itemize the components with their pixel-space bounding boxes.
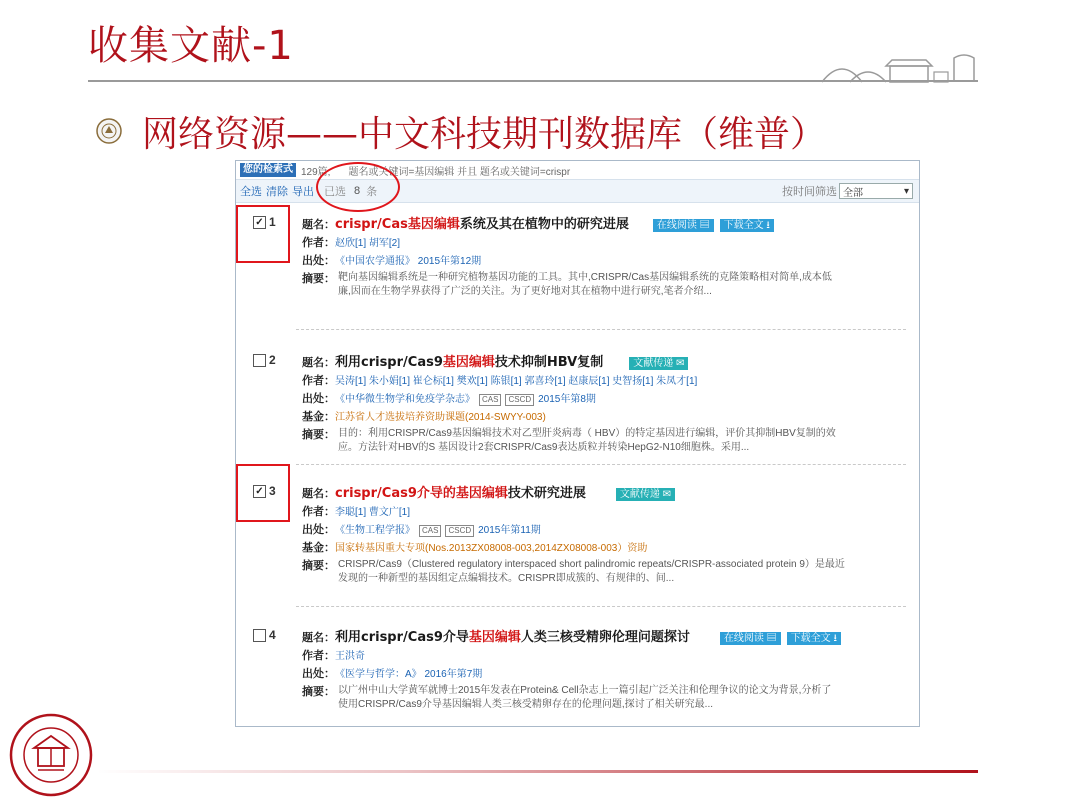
document-delivery-button[interactable]: 文献传递 ✉ (629, 357, 688, 370)
bullet-text: 网络资源——中文科技期刊数据库（维普） (142, 113, 827, 155)
record-authors[interactable]: 赵欣[1] 胡军[2] (335, 238, 401, 249)
record-title-line: 题名： crispr/Cas9介导的基因编辑技术研究进展 文献传递 ✉ (302, 482, 675, 501)
record-fund[interactable]: 江苏省人才选拔培养资助课题(2014-SWYY-003) (335, 412, 546, 423)
record-source-line: 出处： 《中华微生物学和免疫学杂志》 CAS CSCD 2015年第8期 (302, 392, 596, 405)
export-link[interactable]: 导出 (292, 186, 314, 198)
record-title-line (302, 213, 774, 232)
slide-title: 收集文献-1 (88, 23, 294, 69)
query-label: 您的检索式 (240, 163, 296, 177)
read-online-button[interactable]: 在线阅读 ▤ (720, 632, 781, 645)
select-all-link[interactable]: 全选 (240, 186, 262, 198)
record-source[interactable]: 《中华微生物学和免疫学杂志》 (335, 394, 475, 405)
checkbox-checked-icon: ✓ (253, 485, 266, 498)
record-abstract: 靶向基因编辑系统是一种研究植物基因功能的工具。其中,CRISPR/Cas基因编辑系统的克隆策略相对简单,成本低 廉,因而在生物学界获得了广泛的关注。为了更好地对其在植物中进行研究,笔者介绍... (338, 272, 832, 297)
record-divider (296, 329, 906, 330)
record-abstract: 目的：利用CRISPR/Cas9基因编辑技术对乙型肝炎病毒（ HBV）的特定基因进行编辑，评价其抑制HBV复制的效 应。方法针对HBV的S 基因设计2套CRISPR/Cas9表达质粒并转染HepG2-N10细胞株。采用... (338, 428, 836, 453)
checkbox-3-annotation-box (236, 464, 290, 522)
record-source[interactable]: 《医学与哲学：A》 2016年第7期 (335, 669, 483, 680)
result-record: 2 题名： 利用crispr/Cas9基因编辑技术抑制HBV复制 文献传递 ✉ 作者： 吴涛[1] 朱小娟[1] 崔仑标[1] 樊欢[1] 陈银[1] 郭喜玲[1] 赵康辰[1] 史智扬[1] 朱凤才[1] 出处： 《中华微生物学和免疫学杂志》 CAS CSCD 2015年第8期 基金： 江苏省人才选拔培养资助课题(2014-SWYY-003) 摘要： 目的：利用CRISPR/Cas9基因编辑技术对乙型肝炎病毒（ HBV）的特定基因进行编辑，评价其抑制HBV复制的效 应。方法针对HBV的S 基因设计2套CRISPR/Cas9表达质粒并转染HepG2-N10细胞株。采用... (236, 331, 919, 461)
document-delivery-button[interactable]: 文献传递 ✉ (616, 488, 675, 501)
record-source[interactable]: 《生物工程学报》 (335, 525, 415, 536)
record-author-line: 作者： 吴涛[1] 朱小娟[1] 崔仑标[1] 樊欢[1] 陈银[1] 郭喜玲[1] 赵康辰[1] 史智扬[1] 朱凤才[1] (302, 374, 698, 387)
record-author-line: 作者： 赵欣[1] 胡军[2] (302, 236, 401, 249)
download-button[interactable]: 下载全文 ⭳ (720, 219, 774, 232)
record-checkbox[interactable] (253, 628, 276, 642)
selected-count: 8 (354, 185, 361, 197)
checkbox-unchecked-icon (253, 354, 266, 367)
record-divider (296, 606, 906, 607)
record-number: 3 (269, 484, 276, 498)
result-count: 129篇; (301, 166, 331, 178)
chevron-down-icon: ▾ (903, 185, 909, 197)
record-abstract: CRISPR/Cas9（Clustered regulatory interspaced short palindromic repeats/CRISPR-associated protein 9）是最近 发现的一种新型的基因组定点编辑技术。CRISPR即成簇的、有规律的、间... (338, 559, 845, 584)
read-online-button[interactable]: 在线阅读 ▤ (653, 219, 714, 232)
record-divider (296, 464, 906, 465)
search-results-screenshot (235, 160, 920, 727)
query-expression: 题名或关键词=基因编辑 并且 题名或关键词=crispr (348, 166, 571, 178)
cscd-tag: CSCD (445, 525, 474, 537)
clear-link[interactable]: 清除 (266, 186, 288, 198)
record-title[interactable]: crispr/Cas基因编辑系统及其在植物中的研究进展 (335, 217, 629, 232)
time-filter-value: 全部 (843, 187, 863, 199)
record-title[interactable]: 利用crispr/Cas9基因编辑技术抑制HBV复制 (335, 355, 604, 370)
result-record: ✓ 3 题名： crispr/Cas9介导的基因编辑技术研究进展 文献传递 ✉ 作者： 李聪[1] 曹文广[1] 出处： 《生物工程学报》 CAS CSCD 2015年第11期 基金： 国家转基因重大专项(Nos.2013ZX08008-003,2014ZX08008-003）资助 摘要： CRISPR/Cas9（Clustered regulatory interspaced short palindromic repeats/CRISPR-associated protein 9）是最近 发现的一种新型的基因组定点编辑技术。CRISPR即成簇的、有规律的、间... (236, 466, 919, 596)
title-underline (88, 80, 978, 82)
time-filter-label: 按时间筛选 (782, 186, 837, 198)
record-issue[interactable]: 2015年第11期 (478, 525, 541, 536)
record-author-line: 作者： 王洪奇 (302, 649, 365, 662)
record-fund-line: 基金： 国家转基因重大专项(Nos.2013ZX08008-003,2014ZX08008-003）资助 (302, 541, 648, 554)
record-number: 1 (269, 215, 276, 229)
result-record: ✓ 1 题名： crispr/Cas基因编辑系统及其在植物中的研究进展 在线阅读 ▤ 下载全文 ⭳ 作者： 赵欣[1] 胡军[2] 出处： 《中国农学通报》 2015年第12期 摘要： 靶向基因编辑系统是一种研究植物基因功能的工具。其中,CRISPR/Cas基因编辑系统的克隆策略相对简单,成本低 廉,因而在生物学界获得了广泛的关注。为了更好地对其在植物中进行研究,笔者介绍... (236, 203, 919, 329)
record-title-line: 题名： 利用crispr/Cas9基因编辑技术抑制HBV复制 文献传递 ✉ (302, 351, 688, 370)
record-source[interactable]: 《中国农学通报》 2015年第12期 (335, 256, 482, 267)
time-filter (782, 183, 913, 199)
record-abstract: 以广州中山大学黄军就博士2015年发表在Protein& Cell杂志上一篇引起广泛关注和伦理争议的论文为背景,分析了 使用CRISPR/Cas9介导基因编辑人类三核受精卵存在的伦理问题,探讨了相关研究最... (338, 685, 832, 710)
record-source-line: 出处： 《中国农学通报》 2015年第12期 (302, 254, 482, 267)
record-authors[interactable]: 李聪[1] 曹文广[1] (335, 507, 411, 518)
record-title[interactable]: 利用crispr/Cas9介导基因编辑人类三核受精卵伦理问题探讨 (335, 630, 690, 645)
selected-suffix: 条 (366, 186, 378, 198)
checkbox-1-annotation-box (236, 205, 290, 263)
selected-prefix: 已选 (324, 186, 346, 198)
sjtu-seal-logo-icon (8, 712, 94, 798)
title-label: 题名： (302, 218, 335, 231)
cas-tag: CAS (419, 525, 441, 537)
record-checkbox[interactable] (253, 353, 276, 367)
record-authors[interactable]: 王洪奇 (335, 651, 365, 662)
cscd-tag: CSCD (505, 394, 534, 406)
record-number: 4 (269, 628, 276, 642)
footer-gradient-line (96, 770, 978, 773)
record-issue[interactable]: 2015年第8期 (538, 394, 596, 405)
sjtu-bullet-icon (96, 118, 122, 144)
cas-tag: CAS (479, 394, 501, 406)
selected-count-annotation-circle (316, 162, 400, 212)
record-authors[interactable]: 吴涛[1] 朱小娟[1] 崔仑标[1] 樊欢[1] 陈银[1] 郭喜玲[1] 赵康辰[1] 史智扬[1] 朱凤才[1] (335, 376, 698, 387)
record-number: 2 (269, 353, 276, 367)
checkbox-unchecked-icon (253, 629, 266, 642)
checkbox-checked-icon: ✓ (253, 216, 266, 229)
record-title-line: 题名： 利用crispr/Cas9介导基因编辑人类三核受精卵伦理问题探讨 在线阅读 ▤ 下载全文 ⭳ (302, 626, 841, 645)
record-author-line: 作者： 李聪[1] 曹文广[1] (302, 505, 411, 518)
bullet-row (96, 104, 826, 158)
record-title[interactable]: crispr/Cas9介导的基因编辑技术研究进展 (335, 486, 586, 501)
record-fund[interactable]: 国家转基因重大专项(Nos.2013ZX08008-003,2014ZX08008-003）资助 (335, 543, 648, 554)
time-filter-select[interactable] (839, 183, 913, 199)
record-fund-line: 基金： 江苏省人才选拔培养资助课题(2014-SWYY-003) (302, 410, 546, 423)
record-source-line: 出处： 《医学与哲学：A》 2016年第7期 (302, 667, 483, 680)
download-button[interactable]: 下载全文 ⭳ (787, 632, 841, 645)
result-record: 4 题名： 利用crispr/Cas9介导基因编辑人类三核受精卵伦理问题探讨 在线阅读 ▤ 下载全文 ⭳ 作者： 王洪奇 出处： 《医学与哲学：A》 2016年第7期 摘要： 以广州中山大学黄军就博士2015年发表在Protein& Cell杂志上一篇引起广泛关注和伦理争议的论文为背景,分析了 使用CRISPR/Cas9介导基因编辑人类三核受精卵存在的伦理问题,探讨了相关研究最... (236, 608, 919, 726)
record-source-line: 出处： 《生物工程学报》 CAS CSCD 2015年第11期 (302, 523, 541, 536)
